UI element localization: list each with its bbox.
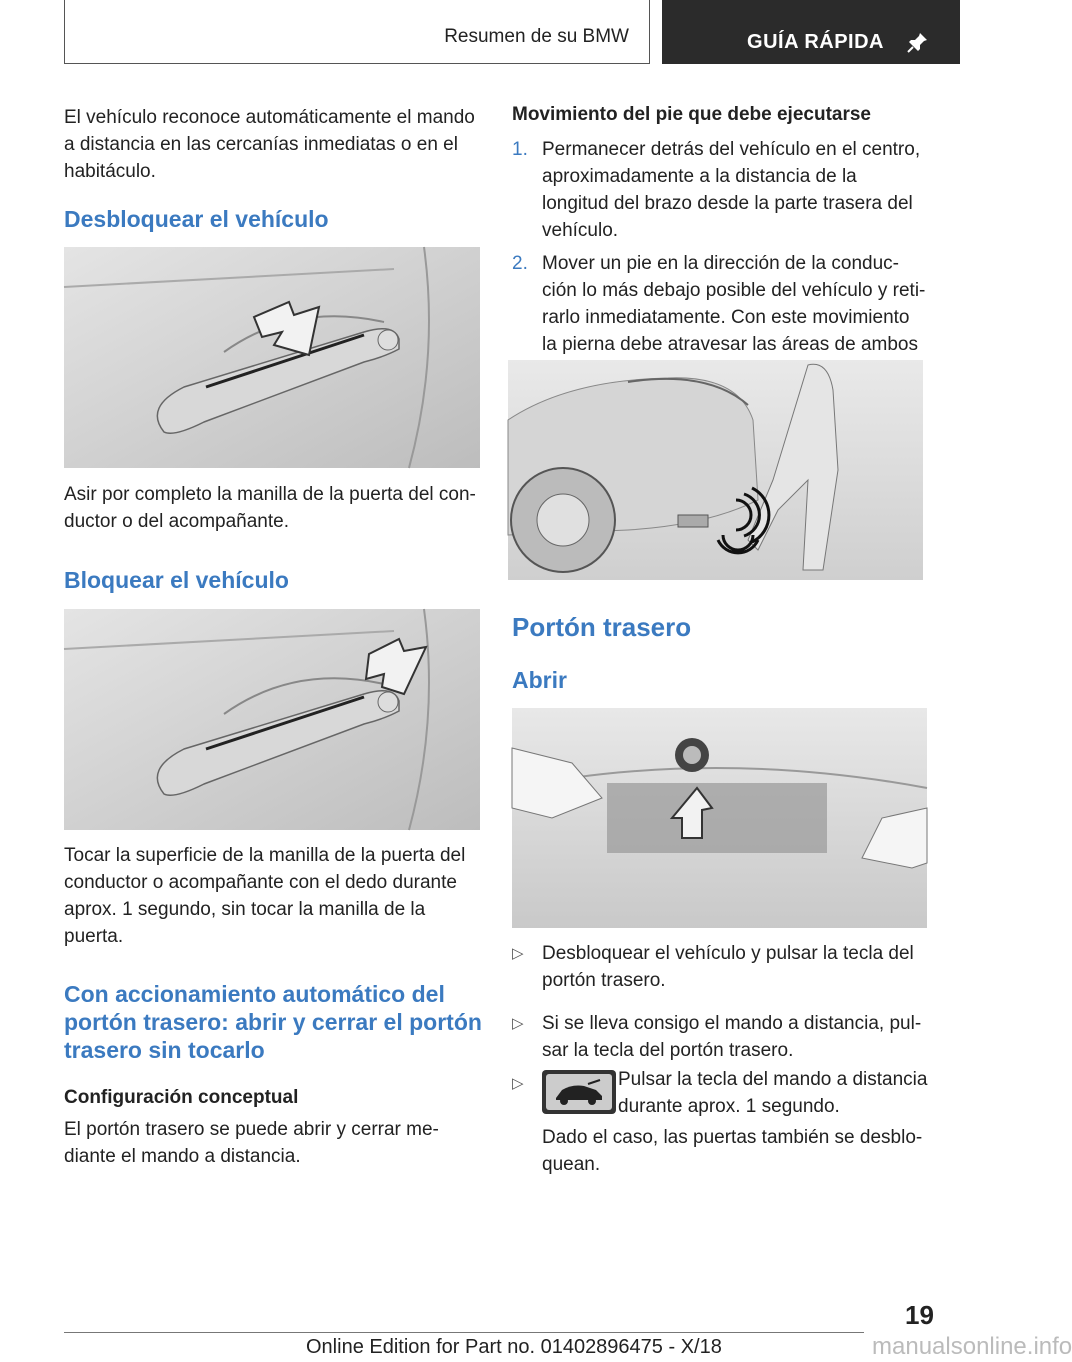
footer-divider [64, 1332, 864, 1333]
bullet-item [512, 940, 927, 994]
unlock-heading: Desbloquear el vehículo [64, 206, 329, 232]
concept-heading: Configuración conceptual [64, 1087, 299, 1108]
remote-note: Dado el caso, las puertas también se desblo-quean. [542, 1127, 923, 1175]
footer-watermark: manualsonline.info [872, 1333, 1072, 1360]
open-heading: Abrir [512, 667, 567, 693]
foot-gesture-illustration [508, 360, 923, 580]
step-number: 2. [512, 253, 528, 274]
bullet-triangle-icon: ▷ [512, 945, 524, 962]
tailgate-button-illustration [512, 708, 927, 928]
door-handle-touch-illustration [64, 609, 480, 830]
footer-edition: Online Edition for Part no. 01402896475 - X/18 [306, 1336, 722, 1358]
movement-steps [512, 136, 927, 385]
auto-tailgate-heading: Con accionamiento automático del portón trasero: abrir y cerrar el portón trasero sin tocarlo [64, 981, 482, 1063]
page-number: 19 [905, 1300, 934, 1330]
door-handle-grip-illustration [64, 247, 480, 468]
open-bullets [512, 940, 927, 1064]
concept-text: El portón trasero se puede abrir y cerrar me-diante el mando a distancia. [64, 1119, 439, 1167]
movement-heading: Movimiento del pie que debe ejecutarse [512, 104, 871, 125]
header-box [64, 0, 650, 64]
bullet-text: Si se lleva consigo el mando a distancia, pul-sar la tecla del portón trasero. [542, 1013, 922, 1061]
bullet-triangle-icon: ▷ [512, 1075, 524, 1092]
remote-key-icon [542, 1070, 616, 1114]
pin-icon [906, 10, 930, 54]
header-tab-label: GUÍA RÁPIDA [747, 30, 884, 53]
step-text: Mover un pie en la dirección de la conduc-ción lo más debajo posible del vehículo y reti-rarlo inmediatamente. Con este movimiento la pierna debe atravesar las áreas de ambos [542, 253, 926, 355]
remote-bullet-text: Pulsar la tecla del mando a distancia durante aprox. 1 segundo. [618, 1069, 928, 1117]
bullet-triangle-icon: ▷ [512, 1015, 524, 1032]
lock-text: Tocar la superficie de la manilla de la puerta del conductor o acompañante con el dedo durante aprox. 1 segundo, sin tocar la manilla de la puerta. [64, 845, 466, 947]
bullet-text: Desbloquear el vehículo y pulsar la tecla del portón trasero. [542, 943, 914, 991]
unlock-text: Asir por completo la manilla de la puerta del con-ductor o del acompañante. [64, 484, 476, 532]
header-tab[interactable] [662, 0, 960, 64]
intro-text: El vehículo reconoce automáticamente el mando a distancia en las cercanías inmediatas o en el habitáculo. [64, 107, 475, 182]
header-section-title: Resumen de su BMW [444, 26, 629, 47]
tailgate-heading: Portón trasero [512, 612, 692, 642]
step-item [512, 136, 927, 244]
lock-heading: Bloquear el vehículo [64, 567, 289, 593]
step-number: 1. [512, 139, 528, 160]
step-text: Permanecer detrás del vehículo en el centro, aproximadamente a la distancia de la longitud del brazo desde la parte trasera del vehículo. [542, 139, 921, 241]
bullet-item [512, 1010, 927, 1064]
